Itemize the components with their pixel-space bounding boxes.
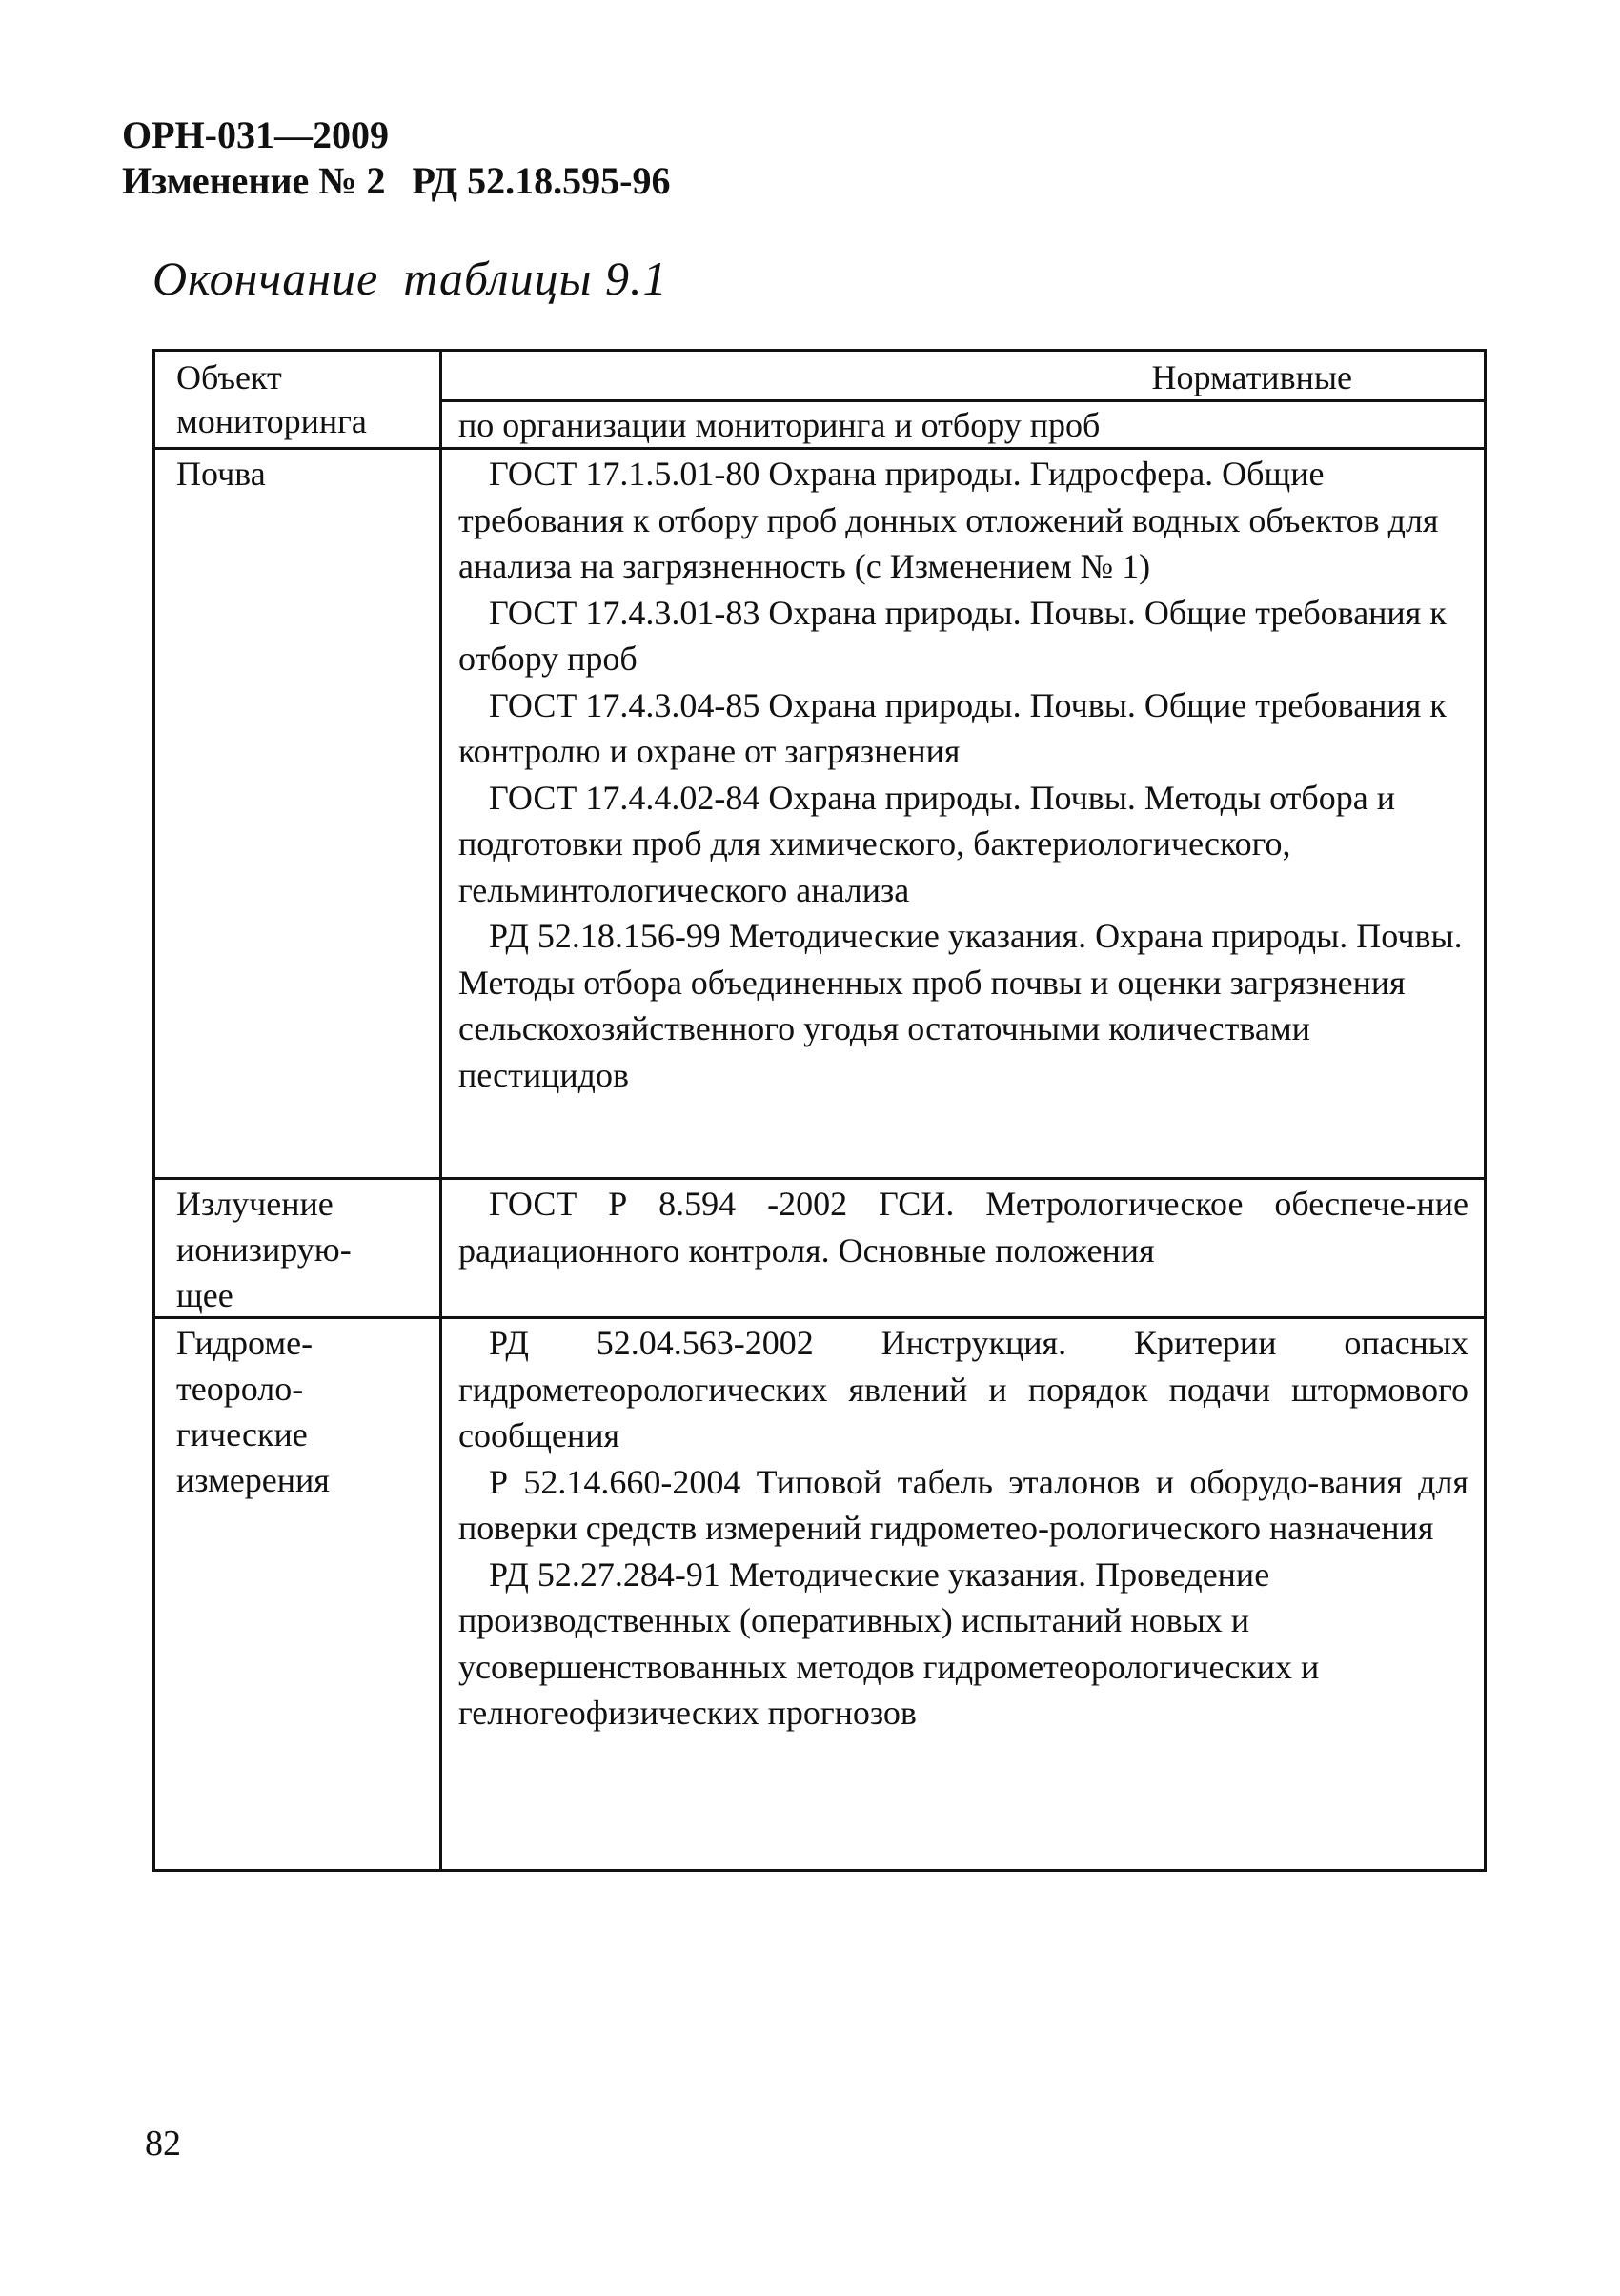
column-divider bbox=[439, 352, 442, 1869]
change-number: Изменение № 2 bbox=[122, 159, 386, 202]
row-object-ionizing-radiation: Излучение ионизирую-щее bbox=[176, 1185, 352, 1314]
documents-header-bottom: по организации мониторинга и отбору проб bbox=[458, 406, 1101, 444]
document-entry: ГОСТ 17.4.4.02-84 Охрана природы. Почвы. Методы отбора и подготовки проб для химического, бактериологического, гельминтологического анализа bbox=[458, 778, 1395, 909]
document-code: ОРН-031—2009 bbox=[122, 113, 389, 156]
table-caption bbox=[152, 250, 668, 307]
document-entry: Р 52.14.660-2004 Типовой табель эталонов и оборудо-вания для поверки средств измерений гидрометео-рологического назначения bbox=[458, 1462, 1468, 1547]
document-header bbox=[122, 112, 670, 204]
page-number: 82 bbox=[145, 2123, 181, 2164]
change-line bbox=[122, 158, 670, 204]
document-entry: ГОСТ 17.4.3.04-85 Охрана природы. Почвы. Общие требования к контролю и охране от загрязнения bbox=[458, 685, 1447, 770]
caption-table-ref: таблицы 9.1 bbox=[403, 252, 668, 305]
row-documents-hydrometeorological bbox=[458, 1320, 1468, 1737]
document-entry: РД 52.27.284-91 Методические указания. Проведение производственных (оперативных) испытаний новых и усовершенствованных методов гидрометеорологических и гелногеофизических прогнозов bbox=[458, 1554, 1320, 1732]
document-entry: ГОСТ 17.4.3.01-83 Охрана природы. Почвы. Общие требования к отбору проб bbox=[458, 593, 1447, 678]
documents-header-top: Нормативные bbox=[1151, 358, 1352, 396]
row-object-soil: Почва bbox=[176, 455, 266, 493]
document-entry: РД 52.18.156-99 Методические указания. Охрана природы. Почвы. Методы отбора объединенных проб почвы и оценки загрязнения сельскохозяйственного угодья остаточными количествами пестицидов bbox=[458, 917, 1463, 1094]
row-documents-soil bbox=[458, 451, 1468, 1098]
normative-documents-table bbox=[152, 349, 1487, 1872]
row-divider-1 bbox=[155, 1177, 1484, 1180]
document-entry: ГОСТ 17.1.5.01-80 Охрана природы. Гидросфера. Общие требования к отбору проб донных отложений водных объектов для анализа на загрязненность (с Изменением № 1) bbox=[458, 455, 1439, 585]
header-bottom-border bbox=[155, 447, 1484, 450]
row-documents-ionizing-radiation bbox=[458, 1181, 1468, 1273]
row-object-hydrometeorological: Гидроме-теороло-гические измерения bbox=[176, 1324, 330, 1499]
object-header-line-1: Объект bbox=[176, 358, 282, 396]
rd-code: РД 52.18.595-96 bbox=[412, 159, 671, 202]
header-subdivider bbox=[439, 399, 1484, 402]
object-header-line-2: мониторинга bbox=[176, 402, 367, 440]
object-column-header bbox=[176, 356, 434, 443]
document-entry: РД 52.04.563-2002 Инструкция. Критерии опасных гидрометеорологических явлений и порядок подачи штормового сообщения bbox=[458, 1324, 1468, 1454]
document-entry: ГОСТ Р 8.594 -2002 ГСИ. Метрологическое обеспече-ние радиационного контроля. Основные положения bbox=[458, 1185, 1468, 1270]
caption-word-ending: Окончание bbox=[152, 252, 379, 305]
